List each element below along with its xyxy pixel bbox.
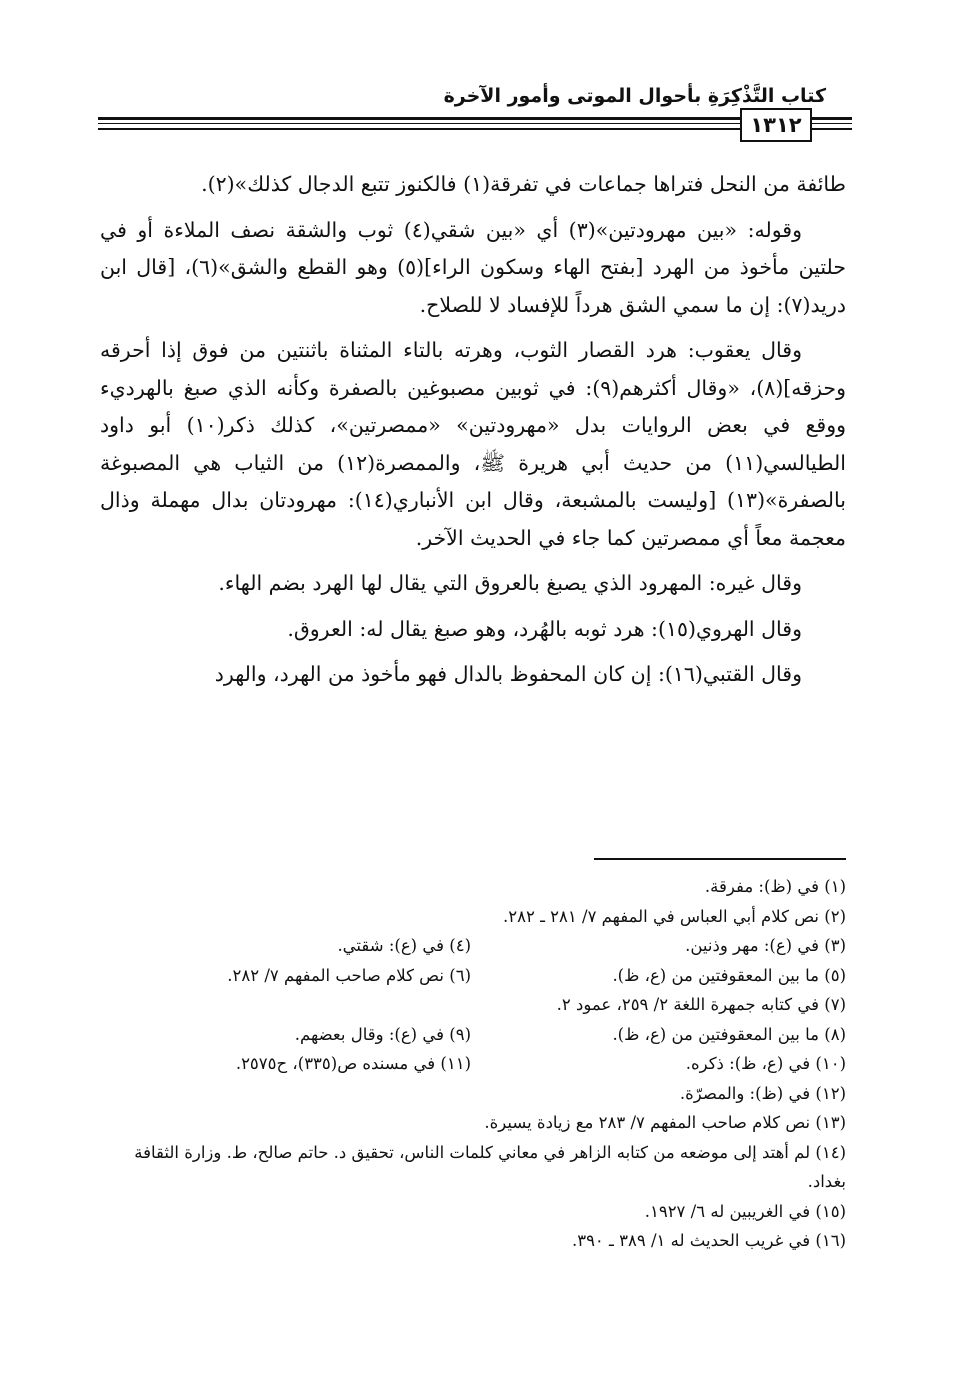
- footnote-pair: [100, 1020, 846, 1050]
- footnote: (٦) نص كلام صاحب المفهم ٧/ ٢٨٢.: [227, 965, 471, 985]
- footnote: (٧) في كتابه جمهرة اللغة ٢/ ٢٥٩، عمود ٢.: [556, 995, 846, 1014]
- footnote: (١٦) في غريب الحديث له ١/ ٣٨٩ ـ ٣٩٠.: [571, 1231, 846, 1250]
- footnote: (١٠) في (ع، ظ): ذكره.: [685, 1054, 846, 1073]
- paragraph: وقال القتبي(١٦): إن كان المحفوظ بالدال فهو مأخوذ من الهرد، والهرد: [214, 662, 802, 686]
- main-text: [100, 166, 846, 702]
- footnote-pair: [100, 1049, 846, 1079]
- footnote-pair: [100, 931, 846, 961]
- page-number: ١٣١٢: [740, 108, 812, 142]
- paragraph: وقال غيره: المهرود الذي يصبغ بالعروق التي يقال لها الهرد بضم الهاء.: [218, 571, 802, 595]
- footnote: (١١) في مسنده ص(٣٣٥)، ح٢٥٧٥.: [235, 1054, 471, 1073]
- footnote: (١٥) في الغريبين له ٦/ ١٩٢٧.: [644, 1201, 846, 1221]
- footnote-pair: [100, 961, 846, 991]
- header-rule: [812, 117, 852, 120]
- footnote-separator: [594, 858, 846, 860]
- footnote: (٤) في (ع): شقتي.: [337, 936, 471, 955]
- footnote: (١٤) لم أهتد إلى موضعه من كتابه الزاهر في معاني كلمات الناس، تحقيق د. حاتم صالح، ط. وزارة الثقافة بغداد.: [134, 1142, 846, 1191]
- paragraph: وقال يعقوب: هرد القصار الثوب، وهرته بالتاء المثناة باثنتين من فوق إذا أحرقه وحزقه](٨)، «وقال أكثرهم(٩): في ثوبين مصبوغين بالصفرة وكأنه الذي صبغ بالهرديء ووقع في بعض الروايات بدل «مهرودتين» «ممصرتين»، كذلك ذكر(١٠) أبو داود الطيالسي(١١) من حديث أبي هريرة ﷺ، والممصرة(١٢) من الثياب هي المصبوغة بالصفرة»(١٣) [وليست بالمشبعة، وقال ابن الأنباري(١٤): مهرودتان بدال مهملة وذال معجمة معاً أي ممصرتين كما جاء في الحديث الآخر.: [100, 338, 847, 550]
- header-rule: [98, 117, 752, 120]
- footnote: (٥) ما بين المعقوفتين من (ع، ظ).: [612, 965, 846, 985]
- paragraph: وقوله: «بين مهرودتين»(٣) أي «بين شقي(٤) ثوب والشقة نصف الملاءة أو في حلتين مأخوذ من الهرد [بفتح الهاء وسكون الراء](٥) وهو القطع والشق»(٦)، [قال ابن دريد(٧): إن ما سمي الشق هرداً للإفساد لا للصلاح.: [100, 217, 847, 317]
- footnotes: [100, 872, 846, 1256]
- footnote: (١٢) في (ظ): والمصرّة.: [679, 1083, 846, 1103]
- footnote: (١) في (ظ): مفرقة.: [704, 877, 846, 896]
- header-rule: [98, 128, 752, 130]
- header-rule: [812, 123, 852, 124]
- paragraph: طائفة من النحل فتراها جماعات في تفرقة(١) فالكنوز تتبع الدجال كذلك»(٢).: [201, 172, 846, 196]
- paragraph: وقال الهروي(١٥): هرد ثوبه بالهُرد، وهو صبغ يقال له: العروق.: [287, 616, 802, 641]
- header-rule: [98, 123, 752, 124]
- running-header-title: كتاب التَّذْكِرَةِ بأحوال الموتى وأمور الآخرة: [443, 85, 826, 107]
- header-rule: [812, 128, 852, 130]
- footnote: (٩) في (ع): وقال بعضهم.: [294, 1024, 471, 1044]
- footnote: (٣) في (ع): مهر وذنين.: [685, 936, 846, 955]
- footnote: (١٣) نص كلام صاحب المفهم ٧/ ٢٨٣ مع زيادة يسيرة.: [484, 1113, 846, 1132]
- footnote: (٨) ما بين المعقوفتين من (ع، ظ).: [612, 1024, 846, 1044]
- footnote: (٢) نص كلام أبي العباس في المفهم ٧/ ٢٨١ ـ ٢٨٢.: [502, 906, 846, 926]
